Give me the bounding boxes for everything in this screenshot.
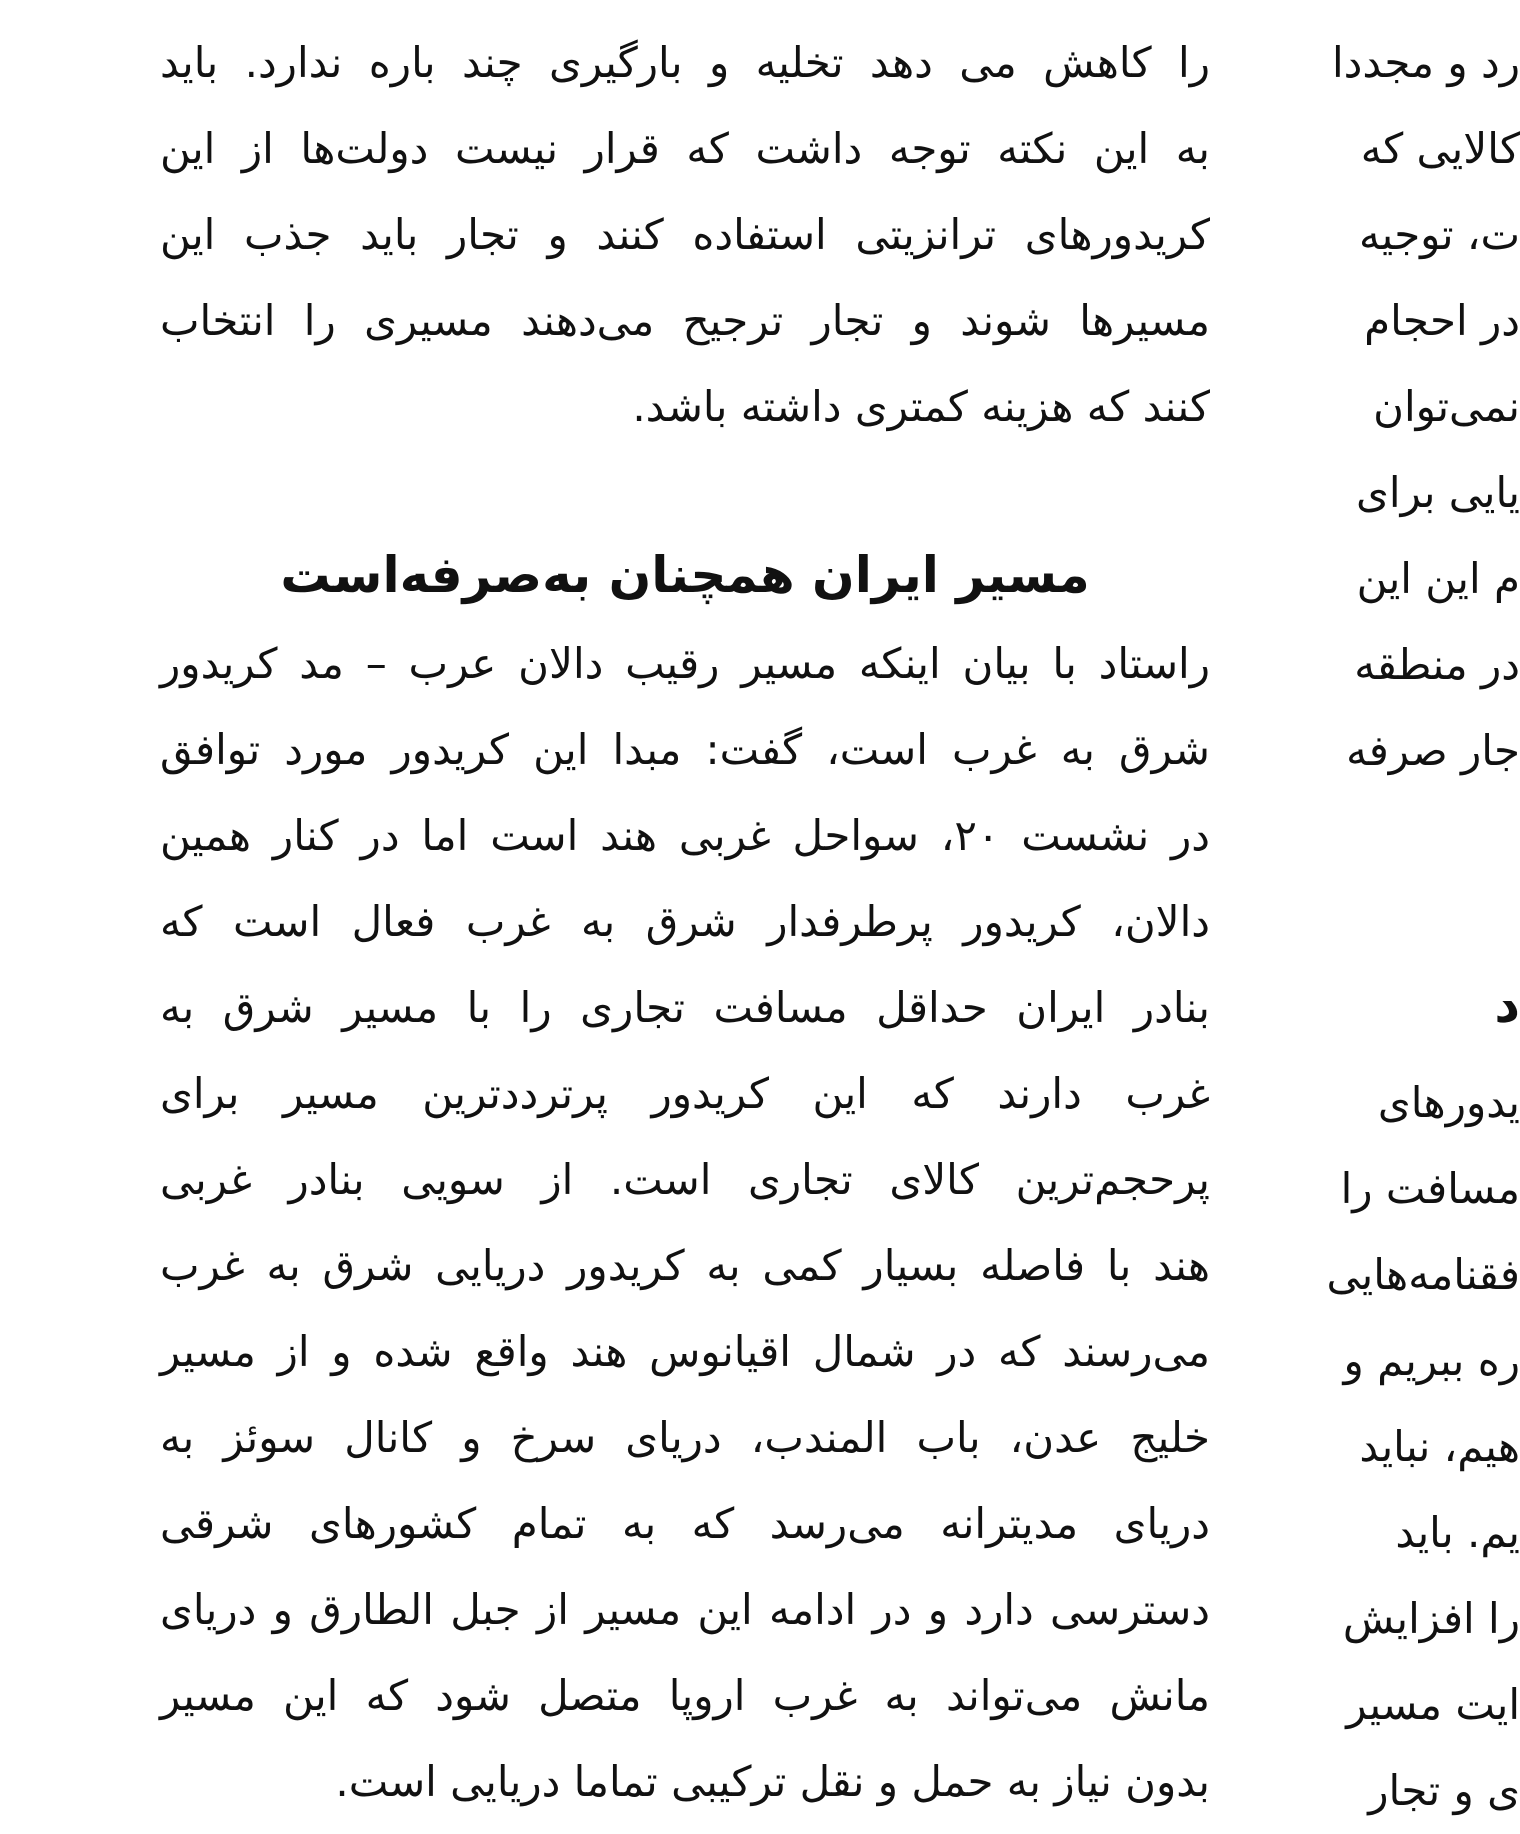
paragraph-line: هند با فاصله بسیار کمی به کریدور دریایی شرق به غرب	[160, 1241, 1210, 1290]
cropped-line-fragment: رد و مجددا	[1332, 38, 1520, 87]
paragraph-line: در نشست ۲۰، سواحل غربی هند است اما در کنار همین	[160, 811, 1210, 860]
paragraph-line: دالان، کریدور پرطرفدار شرق به غرب فعال است که	[160, 897, 1210, 946]
section-heading: مسیر ایران همچنان به‌صرفه‌است	[280, 546, 1090, 604]
paragraph-line: شرق به غرب است، گفت: مبدا این کریدور مورد توافق	[160, 725, 1210, 774]
cropped-line-fragment: در منطقه	[1354, 640, 1520, 689]
paragraph-line: به این نکته توجه داشت که قرار نیست دولت‌ها از این	[160, 124, 1210, 173]
paragraph-line: کنند که هزینه کمتری داشته باشد.	[632, 382, 1210, 431]
paragraph-line: کریدورهای ترانزیتی استفاده کنند و تجار باید جذب این	[160, 210, 1210, 259]
cropped-line-fragment: هیم، نباید	[1359, 1422, 1520, 1471]
cropped-line-fragment: یم. باید	[1395, 1508, 1520, 1557]
paragraph-line: مسیرها شوند و تجار ترجیح می‌دهند مسیری را انتخاب	[160, 296, 1210, 345]
cropped-heading-fragment: د	[1494, 976, 1520, 1034]
paragraph-line: دسترسی دارد و در ادامه این مسیر از جبل الطارق و دریای	[160, 1585, 1210, 1634]
paragraph-line: دریای مدیترانه می‌رسد که به تمام کشورهای شرقی	[160, 1499, 1210, 1548]
paragraph-line: راستاد با بیان اینکه مسیر رقیب دالان عرب – مد کریدور	[160, 639, 1210, 688]
paragraph-line: پرحجم‌ترین کالای تجاری است. از سویی بنادر غربی	[160, 1155, 1210, 1204]
paragraph-line: غرب دارند که این کریدور پرترددترین مسیر برای	[160, 1069, 1210, 1118]
cropped-line-fragment: مسافت را	[1340, 1164, 1520, 1213]
paragraph-line: را کاهش می دهد تخلیه و بارگیری چند باره ندارد. باید	[160, 38, 1210, 87]
paragraph-line: خلیج عدن، باب المندب، دریای سرخ و کانال سوئز به	[160, 1413, 1210, 1462]
cropped-line-fragment: نمی‌توان	[1373, 382, 1520, 431]
paragraph-line: مانش می‌تواند به غرب اروپا متصل شود که این مسیر	[160, 1671, 1210, 1720]
cropped-line-fragment: م این این	[1356, 554, 1520, 603]
cropped-line-fragment: ره ببریم و	[1343, 1336, 1520, 1385]
paragraph-line: می‌رسند که در شمال اقیانوس هند واقع شده و از مسیر	[160, 1327, 1210, 1376]
cropped-line-fragment: یایی برای	[1356, 468, 1520, 517]
cropped-line-fragment: ایت مسیر	[1346, 1680, 1520, 1729]
cropped-line-fragment: ی و تجار	[1368, 1766, 1520, 1815]
cropped-line-fragment: در احجام	[1364, 296, 1520, 345]
paragraph-line: بنادر ایران حداقل مسافت تجاری را با مسیر شرق به	[160, 983, 1210, 1032]
cropped-line-fragment: کالایی که	[1360, 124, 1520, 173]
cropped-line-fragment: را افزایش	[1342, 1594, 1520, 1643]
cropped-line-fragment: ت، توجیه	[1359, 210, 1520, 259]
cropped-line-fragment: فقنامه‌هایی	[1326, 1250, 1520, 1299]
cropped-line-fragment: جار صرفه	[1346, 726, 1520, 775]
cropped-line-fragment: یدورهای	[1377, 1078, 1520, 1127]
paragraph-line: بدون نیاز به حمل و نقل ترکیبی تماما دریایی است.	[335, 1757, 1210, 1806]
